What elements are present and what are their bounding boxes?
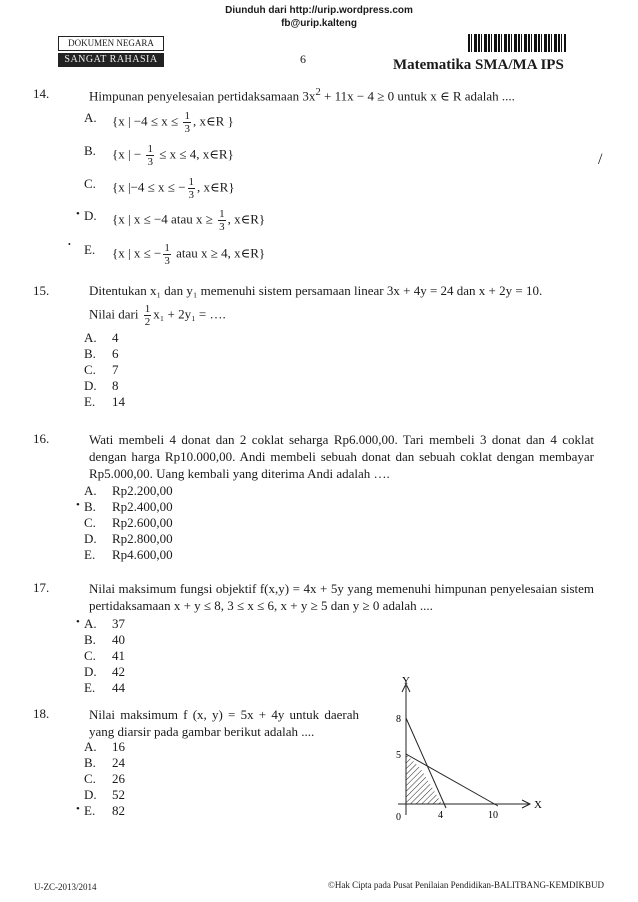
option-letter: A. bbox=[84, 616, 97, 631]
question-number: 16. bbox=[33, 431, 50, 446]
exponent: 2 bbox=[315, 86, 321, 98]
option-letter: E. bbox=[84, 242, 96, 257]
option-value: 14 bbox=[112, 394, 125, 409]
question-number: 17. bbox=[33, 580, 50, 595]
question-stem bbox=[89, 283, 594, 328]
option-value: {x | x ≤ −4 atau x ≥ $\frac{1}{3}$ , x∈R} bbox=[112, 208, 266, 233]
option-letter: D. bbox=[84, 208, 97, 223]
option-value: 16 bbox=[112, 739, 125, 754]
option-value: 41 bbox=[112, 648, 125, 663]
option-value: 52 bbox=[112, 787, 125, 802]
option-value: Rp4.600,00 bbox=[112, 547, 173, 562]
x-axis-label: X bbox=[534, 799, 542, 811]
selected-mark: • bbox=[76, 499, 80, 511]
option-value: 7 bbox=[112, 362, 119, 377]
x-tick-4: 4 bbox=[438, 810, 443, 821]
copyright-notice: ©Hak Cipta pada Pusat Penilaian Pendidikan-BALITBANG-KEMDIKBUD bbox=[328, 880, 605, 890]
option-letter: A. bbox=[84, 483, 97, 498]
question-stem bbox=[89, 86, 594, 105]
option-letter: E. bbox=[84, 394, 96, 409]
y-axis-label: Y bbox=[402, 675, 410, 687]
option-value: {x | − $\frac{1}{3}$ ≤ x ≤ 4, x∈R} bbox=[112, 143, 234, 168]
document-label: DOKUMEN NEGARA bbox=[58, 36, 164, 51]
x-tick-10: 10 bbox=[488, 810, 498, 821]
option-letter: A. bbox=[84, 110, 97, 125]
option-letter: C. bbox=[84, 515, 96, 530]
option-letter: C. bbox=[84, 771, 96, 786]
question-number: 14. bbox=[33, 86, 50, 101]
selected-mark: • bbox=[76, 616, 80, 628]
option-value: Rp2.600,00 bbox=[112, 515, 173, 530]
page-number: 6 bbox=[300, 52, 306, 66]
option-letter: E. bbox=[84, 680, 96, 695]
selected-mark: • bbox=[76, 803, 80, 815]
option-letter: A. bbox=[84, 330, 97, 345]
option-value: 4 bbox=[112, 330, 119, 345]
option-value: 26 bbox=[112, 771, 125, 786]
option-letter: C. bbox=[84, 362, 96, 377]
option-value: Rp2.800,00 bbox=[112, 531, 173, 546]
option-letter: C. bbox=[84, 648, 96, 663]
stem-part: + 11x − 4 ≥ 0 untuk x ∈ R adalah .... bbox=[320, 88, 515, 104]
option-letter: B. bbox=[84, 632, 96, 647]
option-value: {x |−4 ≤ x ≤ − $\frac{1}{3}$ , x∈R} bbox=[112, 176, 235, 201]
exam-code: U-ZC-2013/2014 bbox=[34, 882, 97, 892]
option-letter: B. bbox=[84, 499, 96, 514]
option-value: 40 bbox=[112, 632, 125, 647]
shaded-region bbox=[406, 754, 442, 804]
option-value: {x | −4 ≤ x ≤ $\frac{1}{3}$ , x∈R } bbox=[112, 110, 234, 135]
download-source bbox=[0, 4, 638, 30]
stray-dot: • bbox=[68, 240, 71, 249]
source-url: Diunduh dari http://urip.wordpress.com bbox=[225, 5, 413, 16]
y-tick-8: 8 bbox=[396, 714, 401, 725]
option-letter: B. bbox=[84, 755, 96, 770]
stem-part: Himpunan penyelesaian pertidaksamaan 3x bbox=[89, 88, 316, 104]
question-stem: Nilai maksimum f (x, y) = 5x + 4y untuk daerah yang diarsir pada gambar berikut adalah .... bbox=[89, 707, 359, 739]
handwritten-slash: / bbox=[598, 151, 603, 168]
option-value: 37 bbox=[112, 616, 125, 631]
option-letter: C. bbox=[84, 176, 96, 191]
secret-label: SANGAT RAHASIA bbox=[58, 53, 164, 67]
question-stem: Nilai maksimum fungsi objektif f(x,y) = 4x + 5y yang memenuhi himpunan penyelesaian sistem pertidaksamaan x + y ≤ 8, 3 ≤ x ≤ 6, x + y ≥ 5 dan y ≥ 0 adalah .... bbox=[89, 581, 594, 613]
y-tick-5: 5 bbox=[396, 750, 401, 761]
option-letter: D. bbox=[84, 787, 97, 802]
option-letter: D. bbox=[84, 531, 97, 546]
subject-title: Matematika SMA/MA IPS bbox=[393, 57, 564, 73]
origin-label: 0 bbox=[396, 812, 401, 823]
option-letter: D. bbox=[84, 664, 97, 679]
question-stem: Wati membeli 4 donat dan 2 coklat seharga Rp6.000,00. Tari membeli 3 donat dan 4 coklat dengan harga Rp10.000,00. Andi membeli sebuah donat dan sebuah coklat dengan membayar Rp5.000,00. Uang kembali yang diterima Andi adalah …. bbox=[89, 432, 594, 481]
option-letter: A. bbox=[84, 739, 97, 754]
option-value: 8 bbox=[112, 378, 119, 393]
source-contact: fb@urip.kalteng bbox=[281, 18, 357, 29]
option-value: 42 bbox=[112, 664, 125, 679]
option-value: 24 bbox=[112, 755, 125, 770]
option-letter: D. bbox=[84, 378, 97, 393]
barcode-image bbox=[468, 34, 566, 52]
stem-line: Ditentukan x₁ dan y₁ memenuhi sistem persamaan linear 3x + 4y = 24 dan x + 2y = 10. bbox=[89, 283, 543, 298]
option-value: 6 bbox=[112, 346, 119, 361]
option-value: 82 bbox=[112, 803, 125, 818]
option-value: {x | x ≤ − $\frac{1}{3}$ atau x ≥ 4, x∈R} bbox=[112, 242, 266, 267]
question-number: 18. bbox=[33, 706, 50, 721]
selected-mark: • bbox=[76, 208, 80, 220]
option-letter: B. bbox=[84, 143, 96, 158]
option-value: 44 bbox=[112, 680, 125, 695]
option-letter: E. bbox=[84, 803, 96, 818]
stem-line: Nilai dari $\frac{1}{2}$ x₁ + 2y₁ = …. bbox=[89, 303, 226, 329]
question-number: 15. bbox=[33, 283, 50, 298]
option-letter: B. bbox=[84, 346, 96, 361]
option-value: Rp2.400,00 bbox=[112, 499, 173, 514]
feasible-region-graph bbox=[380, 670, 550, 830]
option-value: Rp2.200,00 bbox=[112, 483, 173, 498]
option-letter: E. bbox=[84, 547, 96, 562]
